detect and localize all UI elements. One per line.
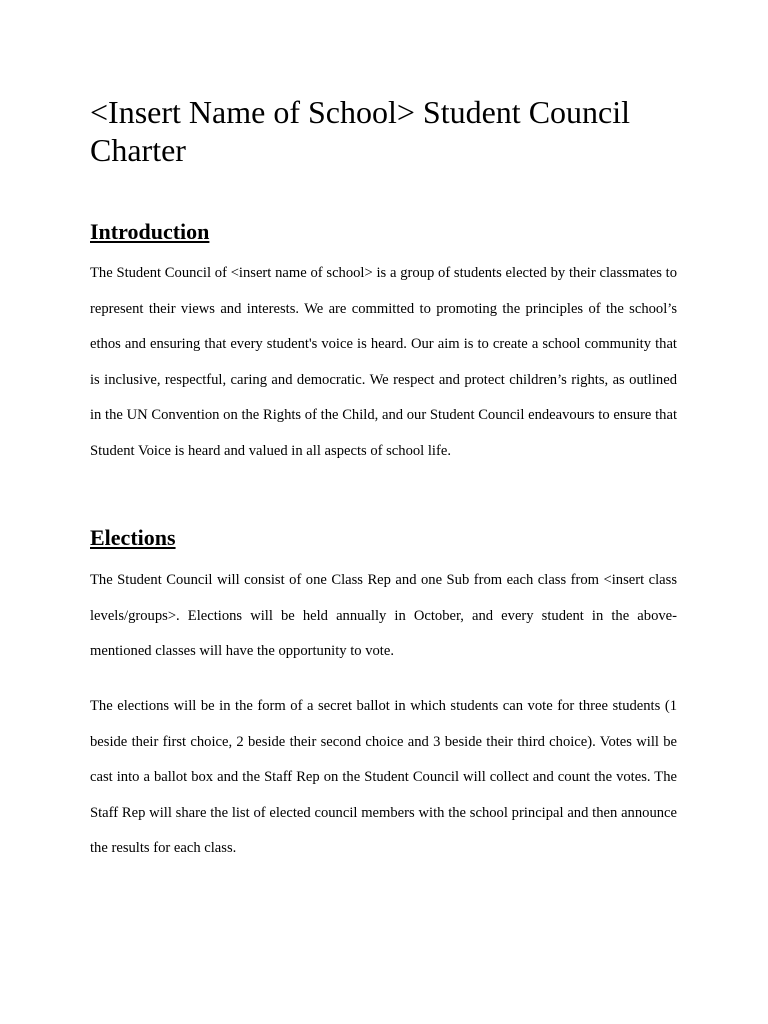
document-title: <Insert Name of School> Student Council Charter (90, 94, 631, 168)
elections-paragraph-1: The Student Council will consist of one Class Rep and one Sub from each class from <insert class levels/groups>. Elections will be held annually in October, and every student in the above-mentioned classes will have the opportunity to vote. (90, 572, 677, 660)
section-heading-elections: Elections (90, 525, 176, 550)
section-heading-introduction: Introduction (90, 219, 210, 244)
elections-paragraph-2: The elections will be in the form of a secret ballot in which students can vote for three students (1 beside their first choice, 2 beside their second choice and 3 beside their third choice). Votes will be cast into a ballot box and the Staff Rep on the Student Council will collect and count the votes. The Staff Rep will share the list of elected council members with the school principal and then announce the results for each class. (90, 698, 677, 857)
introduction-paragraph: The Student Council of <insert name of school> is a group of students elected by their classmates to represent their views and interests. We are committed to promoting the principles of the school’s ethos and ensuring that every student's voice is heard. Our aim is to create a school community that is inclusive, respectful, caring and democratic. We respect and protect children’s rights, as outlined in the UN Convention on the Rights of the Child, and our Student Council endeavours to ensure that Student Voice is heard and valued in all aspects of school life. (90, 265, 677, 459)
